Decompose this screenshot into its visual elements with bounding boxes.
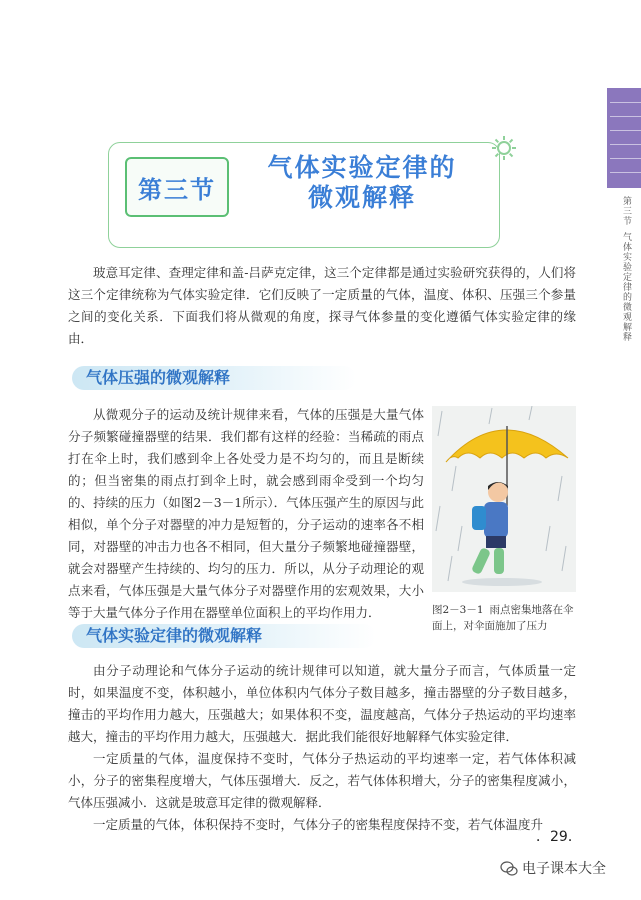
side-section-label: 第三节 [621, 196, 631, 226]
side-running-title [609, 196, 633, 346]
title-line-2: 微观解释 [307, 183, 416, 212]
intro-paragraph: 玻意耳定律、查理定律和盖-吕萨克定律，这三个定律都是通过实验研究获得的，人们将这三个定律统称为气体实验定律．它们反映了一定质量的气体，温度、体积、压强三个参量之间的变化关系．下面我们将从微观的角度，探寻气体参量的变化遵循气体实验定律的缘由． [68, 265, 576, 346]
page-number: ．29． [536, 829, 582, 845]
page-title [252, 153, 472, 213]
footer-brand: 电子课本大全 [522, 861, 606, 877]
title-line-1: 气体实验定律的 [267, 153, 457, 182]
side-section-title: 气体实验定律的微观解释 [621, 232, 631, 342]
gear-icon [490, 134, 518, 162]
gas-laws-paragraph-3: 一定质量的气体，体积保持不变时，气体分子的密集程度保持不变，若气体温度升 [93, 817, 544, 832]
section-number-box [125, 157, 229, 217]
wechat-icon [500, 860, 518, 878]
figure-caption-text: 雨点密集地落在伞面上，对伞面施加了压力 [432, 604, 574, 632]
section-heading-pressure: 气体压强的微观解释 [72, 366, 356, 390]
figure-caption [432, 602, 578, 634]
umbrella-boy-illustration [432, 406, 576, 592]
gas-laws-body [68, 660, 576, 836]
figure-number: 图2－3－1 [432, 604, 484, 616]
section-heading-gas-laws: 气体实验定律的微观解释 [72, 624, 376, 648]
pressure-paragraph: 从微观分子的运动及统计规律来看，气体的压强是大量气体分子频繁碰撞器壁的结果．我们都有这样的经验：当稀疏的雨点打在伞上时，我们感到伞上各处受力是不均匀的，而且是断续的；但当密集的雨点打到伞上时，就会感到雨伞受到一个均匀的、持续的压力（如图2－3－1所示）．气体压强产生的原因与此相似，单个分子对器壁的冲力是短暂的，分子运动的速率各不相同，对器壁的冲击力也各不相同，但大量分子频繁地碰撞器壁，就会对器壁产生持续的、均匀的压力．所以，从分子动理论的观点来看，气体压强是大量气体分子对器壁作用的宏观效果，大小等于大量气体分子作用在器壁单位面积上的平均作用力． [68, 407, 424, 620]
gas-laws-paragraph-1: 由分子动理论和气体分子运动的统计规律可以知道，就大量分子而言，气体质量一定时，如果温度不变，体积越小，单位体积内气体分子数目越多，撞击器壁的分子数目越多，撞击的平均作用力越大，压强越大；如果体积不变，温度越高，气体分子热运动的平均速率越大，撞击的平均作用力越大，压强越大．据此我们能很好地解释气体实验定律． [68, 663, 576, 744]
chapter-side-tab [607, 88, 641, 188]
section-number: 第三节 [138, 175, 216, 204]
gas-laws-paragraph-2: 一定质量的气体，温度保持不变时，气体分子热运动的平均速率一定，若气体体积减小，分子的密集程度增大，气体压强增大．反之，若气体体积增大，分子的密集程度减小，气体压强减小．这就是玻意耳定律的微观解释． [68, 751, 576, 810]
rain-umbrella-figure [432, 406, 576, 592]
